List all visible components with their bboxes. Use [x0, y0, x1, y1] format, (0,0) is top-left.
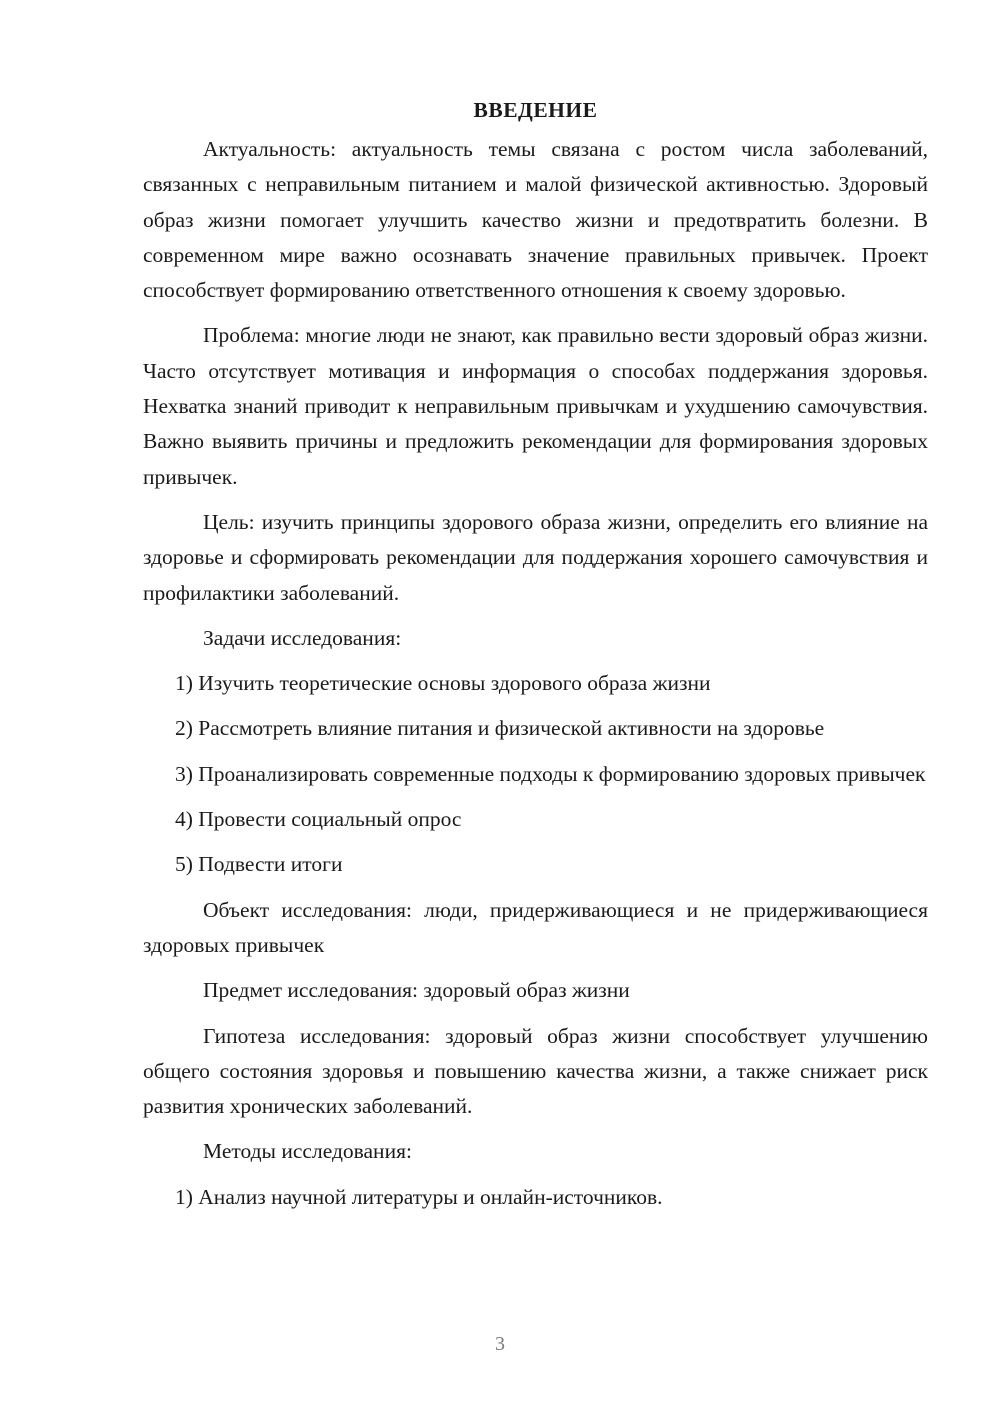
list-item-task-4: 4) Провести социальный опрос — [175, 807, 462, 832]
list-item-task-5: 5) Подвести итоги — [175, 852, 343, 877]
paragraph-methods-heading: Методы исследования: — [203, 1139, 412, 1164]
paragraph-object: Объект исследования: люди, придерживающиеся и не придерживающиеся здоровых привычек — [143, 897, 928, 957]
paragraph-goal: Цель: изучить принципы здорового образа жизни, определить его влияние на здоровье и сформировать рекомендации для поддержания хорошего самочувствия и профилактики заболеваний. — [143, 509, 928, 605]
list-item-task-2: 2) Рассмотреть влияние питания и физической активности на здоровье — [175, 716, 825, 741]
list-item-task-1: 1) Изучить теоретические основы здорового образа жизни — [175, 671, 711, 696]
paragraph-problem: Проблема: многие люди не знают, как правильно вести здоровый образ жизни. Часто отсутствует мотивация и информация о способах поддержания здоровья. Нехватка знаний приводит к неправильным привычкам и ухудшению самочувствия. Важно выявить причины и предложить рекомендации для формирования здоровых привычек. — [143, 323, 928, 489]
list-item-method-1: 1) Анализ научной литературы и онлайн-источников. — [175, 1184, 663, 1209]
page-content — [143, 92, 928, 1215]
section-title: ВВЕДЕНИЕ — [473, 98, 598, 122]
paragraph-relevance: Актуальность: актуальность темы связана с ростом числа заболеваний, связанных с неправильным питанием и малой физической активностью. Здоровый образ жизни помогает улучшить качество жизни и предотвратить болезни. В современном мире важно осознавать значение правильных привычек. Проект способствует формированию ответственного отношения к своему здоровью. — [143, 137, 928, 303]
list-item-task-3: 3) Проанализировать современные подходы к формированию здоровых привычек — [175, 761, 926, 786]
paragraph-subject: Предмет исследования: здоровый образ жизни — [203, 978, 630, 1003]
paragraph-hypothesis: Гипотеза исследования: здоровый образ жизни способствует улучшению общего состояния здоровья и повышению качества жизни, а также снижает риск развития хронических заболеваний. — [143, 1023, 928, 1119]
page-number: 3 — [495, 1333, 505, 1355]
paragraph-tasks-heading: Задачи исследования: — [203, 625, 402, 650]
